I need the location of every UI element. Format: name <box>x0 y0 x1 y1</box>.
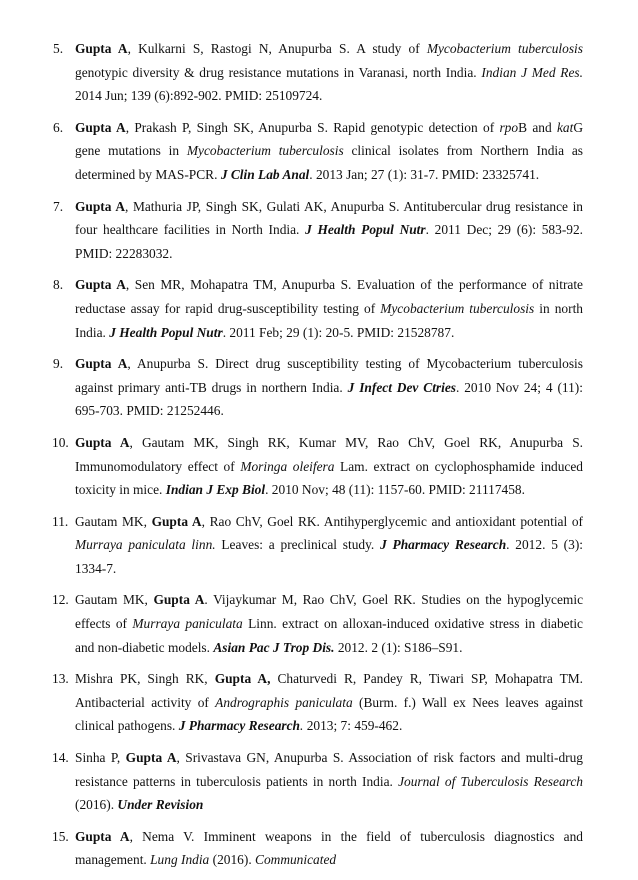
reference-text: clinical isolates from Northern India as determined by MAS-PCR. <box>75 143 583 182</box>
reference-text: 2014 Jun; 139 (6):892-902. PMID: 25109724. <box>75 88 323 104</box>
author-highlight: Gupta A <box>75 277 126 293</box>
reference-text: , Gautam MK, Singh RK, Kumar MV, Rao ChV, Goel RK, Anupurba S. Immunomodulatory effect of <box>75 434 583 474</box>
italic-text: Indian J Med Res. <box>481 64 583 80</box>
reference-item <box>53 588 583 659</box>
reference-text: Gautam MK, <box>75 592 154 608</box>
reference-text: (Burm. f.) Wall ex Nees leaves against clinical pathogens. <box>75 694 583 734</box>
reference-text: . 2010 Nov 24; 4 (11): 695-703. PMID: 21252446. <box>75 379 583 419</box>
italic-text: Communicated <box>255 852 337 868</box>
italic-text: Mycobacterium tuberculosis <box>380 300 535 316</box>
reference-number: 10. <box>52 434 69 450</box>
reference-number: 13. <box>52 671 69 687</box>
reference-list <box>53 37 583 880</box>
reference-number: 5. <box>53 41 64 56</box>
reference-text: Linn. extract on alloxan-induced oxidative stress in diabetic and non-diabetic models. <box>75 616 584 655</box>
reference-item <box>53 667 583 738</box>
reference-text: , Srivastava GN, Anupurba S. Association of risk factors and multi-drug resistance patterns in tuberculosis patients in north India. <box>75 750 583 789</box>
reference-number: 15. <box>52 828 69 844</box>
author-highlight: Gupta A <box>75 198 125 214</box>
reference-text: in north India. <box>75 300 583 340</box>
reference-text: . 2013 Jan; 27 (1): 31-7. PMID: 23325741. <box>309 166 540 182</box>
reference-number: 12. <box>52 592 69 608</box>
italic-text: Mycobacterium tuberculosis <box>426 41 583 56</box>
reference-number: 6. <box>53 119 64 135</box>
reference-text: Mishra PK, Singh RK, <box>75 671 215 687</box>
author-highlight: Gupta A, <box>214 671 271 687</box>
journal-name: J Pharmacy Research <box>178 718 300 734</box>
author-highlight: Gupta A <box>75 41 128 56</box>
reference-text: Sinha P, <box>75 750 126 766</box>
reference-item <box>53 195 583 266</box>
author-highlight: Gupta A <box>75 356 128 372</box>
reference-text: G gene mutations in <box>75 119 583 159</box>
reference-item <box>53 37 583 108</box>
reference-item <box>53 825 583 872</box>
italic-text: Lung India <box>150 852 210 868</box>
reference-text: , Rao ChV, Goel RK. Antihyperglycemic and antioxidant potential of <box>201 513 583 529</box>
reference-text: , Prakash P, Singh SK, Anupurba S. Rapid genotypic detection of <box>125 119 500 135</box>
italic-text: Murraya paniculata <box>132 616 243 632</box>
journal-name: J Infect Dev Ctries <box>347 379 456 395</box>
reference-number: 8. <box>53 277 64 293</box>
reference-text: . 2011 Feb; 29 (1): 20-5. PMID: 21528787. <box>222 324 455 340</box>
italic-text: . <box>300 718 304 734</box>
journal-name: J Health Popul Nutr <box>109 324 223 340</box>
reference-number: 14. <box>52 750 69 766</box>
italic-text: Murraya paniculata linn. <box>75 537 216 553</box>
reference-text: genotypic diversity & drug resistance mutations in Varanasi, north India. <box>75 64 482 80</box>
reference-text: , Mathuria JP, Singh SK, Gulati AK, Anupurba S. Antitubercular drug resistance in four healthcare facilities in North India. <box>75 198 583 238</box>
reference-item <box>53 431 583 502</box>
italic-text: Andrographis paniculata <box>215 694 353 710</box>
reference-text: , Nema V. Imminent weapons in the field of tuberculosis diagnostics and management. <box>75 828 583 868</box>
reference-item <box>53 510 583 581</box>
reference-text: 2012. 2 (1): S186–S91. <box>334 639 463 655</box>
reference-text: . Vijaykumar M, Rao ChV, Goel RK. Studies on the hypoglycemic effects of <box>75 592 584 632</box>
reference-number: 11. <box>52 513 69 529</box>
author-highlight: Gupta A <box>125 750 177 766</box>
reference-text: Leaves: a preclinical study. <box>215 537 381 553</box>
reference-number: 7. <box>53 198 64 214</box>
journal-name: Asian Pac J Trop Dis. <box>213 639 335 655</box>
journal-name: J Clin Lab Anal <box>220 166 310 182</box>
reference-text: , Anupurba S. Direct drug susceptibility testing of Mycobacterium tuberculosis against primary anti-TB drugs in northern India. <box>75 356 583 395</box>
reference-text: . 2012. 5 (3): 1334-7. <box>75 537 583 576</box>
journal-name: J Pharmacy Research <box>380 537 507 553</box>
reference-item <box>53 116 583 187</box>
reference-number: 9. <box>53 356 64 372</box>
author-highlight: Gupta A <box>75 119 126 135</box>
author-highlight: Gupta A <box>75 828 130 844</box>
author-highlight: Gupta A <box>75 434 130 450</box>
journal-name: Under Revision <box>117 797 204 813</box>
author-highlight: Gupta A <box>151 513 202 529</box>
reference-text: Gautam MK, <box>75 513 152 529</box>
reference-item <box>53 746 583 817</box>
italic-text: Mycobacterium tuberculosis <box>186 143 344 159</box>
reference-text: Chaturvedi R, Pandey R, Tiwari SP, Mohapatra TM. Antibacterial activity of <box>75 671 583 710</box>
reference-text: Lam. extract on cyclophosphamide induced toxicity in mice. <box>75 458 583 498</box>
reference-item <box>53 352 583 423</box>
reference-text: (2016). <box>75 797 118 813</box>
reference-text: (2016). <box>209 852 256 868</box>
journal-name: Indian J Exp Biol <box>165 482 266 498</box>
italic-text: Moringa oleifera <box>240 458 335 474</box>
reference-text: . 2010 Nov; 48 (11): 1157-60. PMID: 21117458. <box>265 482 525 498</box>
reference-text: B and <box>518 119 557 135</box>
author-highlight: Gupta A <box>153 592 205 608</box>
journal-name: J Health Popul Nutr <box>305 222 426 238</box>
reference-text: . 2011 Dec; 29 (6): 583-92. PMID: 22283032. <box>75 222 584 261</box>
reference-item <box>53 273 583 344</box>
italic-text: kat <box>556 119 574 135</box>
italic-text: rpo <box>499 119 519 135</box>
italic-text: Journal of Tuberculosis Research <box>398 773 583 789</box>
reference-text: , Kulkarni S, Rastogi N, Anupurba S. A study of <box>127 41 427 56</box>
reference-text: 2013; 7: 459-462. <box>303 718 403 734</box>
reference-text: , Sen MR, Mohapatra TM, Anupurba S. Evaluation of the performance of nitrate reductase assay for rapid drug-susceptibility testing of <box>75 277 584 316</box>
